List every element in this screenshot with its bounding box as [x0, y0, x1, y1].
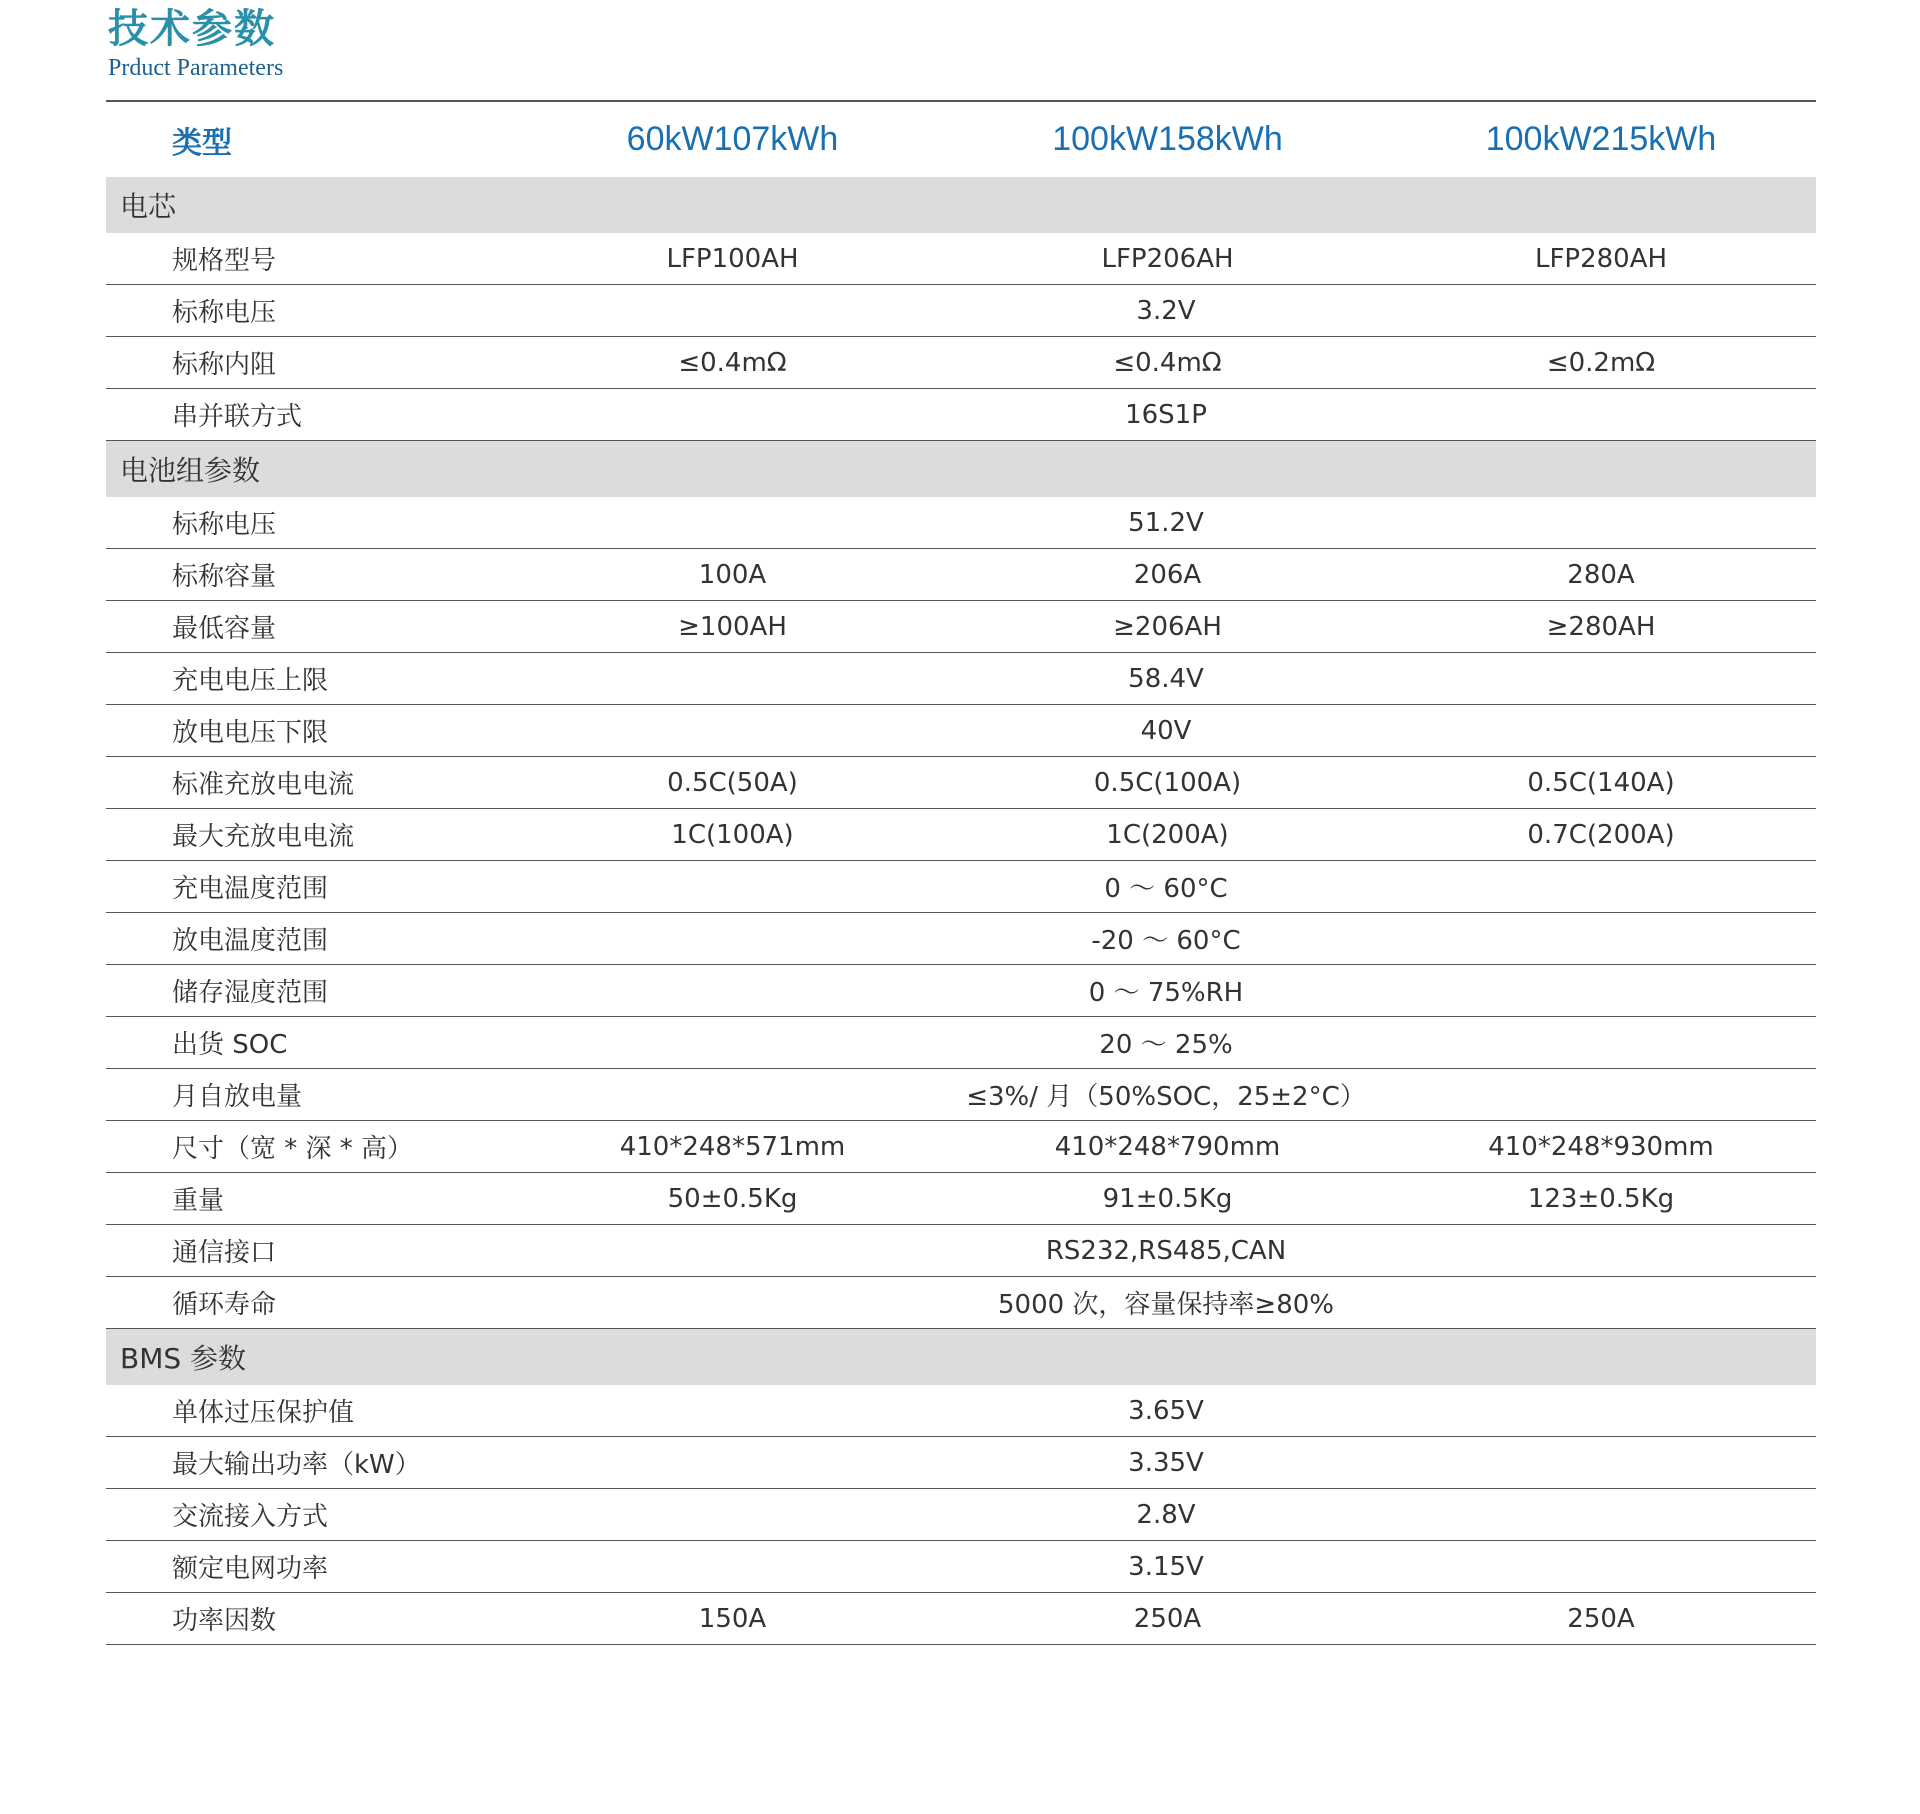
cell-value: 123±0.5Kg [1386, 1173, 1816, 1225]
type-header: 类型 [106, 101, 516, 177]
row-label: 最低容量 [106, 601, 516, 653]
row-label: 标准充放电电流 [106, 757, 516, 809]
page-heading [108, 4, 283, 82]
table-row [106, 389, 1816, 441]
cell-value: 410*248*571mm [516, 1121, 949, 1173]
cell-value: 0.5C(140A) [1386, 757, 1816, 809]
parameters-table [106, 100, 1816, 1645]
table-row [106, 1069, 1816, 1121]
table-row [106, 1385, 1816, 1437]
cell-value-shared: 40V [516, 705, 1816, 757]
row-label: 串并联方式 [106, 389, 516, 441]
cell-value-shared: 0 ～ 75%RH [516, 965, 1816, 1017]
cell-value: LFP206AH [949, 233, 1386, 285]
cell-value: 50±0.5Kg [516, 1173, 949, 1225]
cell-value-shared: 3.15V [516, 1541, 1816, 1593]
table-row [106, 1437, 1816, 1489]
row-label: 循环寿命 [106, 1277, 516, 1329]
cell-value-shared: 20 ～ 25% [516, 1017, 1816, 1069]
table-row [106, 233, 1816, 285]
cell-value-shared: 16S1P [516, 389, 1816, 441]
section-header-row [106, 1329, 1816, 1386]
section-title: BMS 参数 [106, 1329, 1816, 1386]
table-row [106, 1121, 1816, 1173]
table-row [106, 705, 1816, 757]
row-label: 月自放电量 [106, 1069, 516, 1121]
cell-value-shared: 58.4V [516, 653, 1816, 705]
row-label: 充电温度范围 [106, 861, 516, 913]
parameters-table-container [106, 100, 1816, 1645]
table-row [106, 497, 1816, 549]
cell-value-shared: ≤3%/ 月（50%SOC，25±2°C） [516, 1069, 1816, 1121]
row-label: 出货 SOC [106, 1017, 516, 1069]
cell-value-shared: 51.2V [516, 497, 1816, 549]
cell-value-shared: 5000 次，容量保持率≥80% [516, 1277, 1816, 1329]
table-row [106, 653, 1816, 705]
cell-value: 0.5C(50A) [516, 757, 949, 809]
row-label: 功率因数 [106, 1593, 516, 1645]
model-header-3: 100kW215kWh [1386, 101, 1816, 177]
section-header-row [106, 177, 1816, 233]
cell-value: LFP280AH [1386, 233, 1816, 285]
cell-value: LFP100AH [516, 233, 949, 285]
row-label: 最大充放电电流 [106, 809, 516, 861]
table-row [106, 601, 1816, 653]
row-label: 标称电压 [106, 285, 516, 337]
table-row [106, 1017, 1816, 1069]
cell-value-shared: 3.35V [516, 1437, 1816, 1489]
table-header-row [106, 101, 1816, 177]
row-label: 尺寸（宽 * 深 * 高） [106, 1121, 516, 1173]
cell-value: 410*248*790mm [949, 1121, 1386, 1173]
cell-value: ≤0.4mΩ [949, 337, 1386, 389]
table-body [106, 177, 1816, 1645]
row-label: 放电电压下限 [106, 705, 516, 757]
cell-value: 280A [1386, 549, 1816, 601]
row-label: 标称电压 [106, 497, 516, 549]
table-row [106, 285, 1816, 337]
cell-value-shared: 0 ～ 60°C [516, 861, 1816, 913]
cell-value-shared: 3.2V [516, 285, 1816, 337]
table-row [106, 1277, 1816, 1329]
cell-value: 0.7C(200A) [1386, 809, 1816, 861]
page-title: 技术参数 [108, 6, 276, 52]
table-row [106, 757, 1816, 809]
row-label: 重量 [106, 1173, 516, 1225]
cell-value-shared: -20 ～ 60°C [516, 913, 1816, 965]
cell-value: 410*248*930mm [1386, 1121, 1816, 1173]
cell-value: ≤0.4mΩ [516, 337, 949, 389]
cell-value: 150A [516, 1593, 949, 1645]
cell-value-shared: RS232,RS485,CAN [516, 1225, 1816, 1277]
page-subtitle: Prduct Parameters [108, 55, 284, 81]
row-label: 最大输出功率（kW） [106, 1437, 516, 1489]
cell-value: ≤0.2mΩ [1386, 337, 1816, 389]
table-row [106, 861, 1816, 913]
cell-value: 1C(200A) [949, 809, 1386, 861]
row-label: 额定电网功率 [106, 1541, 516, 1593]
row-label: 储存湿度范围 [106, 965, 516, 1017]
row-label: 放电温度范围 [106, 913, 516, 965]
table-row [106, 337, 1816, 389]
cell-value-shared: 3.65V [516, 1385, 1816, 1437]
section-header-row [106, 441, 1816, 498]
cell-value: ≥100AH [516, 601, 949, 653]
cell-value: 100A [516, 549, 949, 601]
cell-value: 91±0.5Kg [949, 1173, 1386, 1225]
table-row [106, 1225, 1816, 1277]
cell-value-shared: 2.8V [516, 1489, 1816, 1541]
cell-value: 250A [1386, 1593, 1816, 1645]
cell-value: 250A [949, 1593, 1386, 1645]
row-label: 标称内阻 [106, 337, 516, 389]
table-row [106, 913, 1816, 965]
row-label: 充电电压上限 [106, 653, 516, 705]
table-row [106, 1173, 1816, 1225]
table-row [106, 549, 1816, 601]
model-header-2: 100kW158kWh [949, 101, 1386, 177]
cell-value: 1C(100A) [516, 809, 949, 861]
table-row [106, 1489, 1816, 1541]
cell-value: ≥280AH [1386, 601, 1816, 653]
table-row [106, 1593, 1816, 1645]
table-row [106, 809, 1816, 861]
row-label: 标称容量 [106, 549, 516, 601]
section-title: 电池组参数 [106, 441, 1816, 498]
cell-value: 0.5C(100A) [949, 757, 1386, 809]
table-row [106, 1541, 1816, 1593]
row-label: 交流接入方式 [106, 1489, 516, 1541]
model-header-1: 60kW107kWh [516, 101, 949, 177]
section-title: 电芯 [106, 177, 1816, 233]
row-label: 单体过压保护值 [106, 1385, 516, 1437]
row-label: 规格型号 [106, 233, 516, 285]
row-label: 通信接口 [106, 1225, 516, 1277]
cell-value: 206A [949, 549, 1386, 601]
table-row [106, 965, 1816, 1017]
cell-value: ≥206AH [949, 601, 1386, 653]
